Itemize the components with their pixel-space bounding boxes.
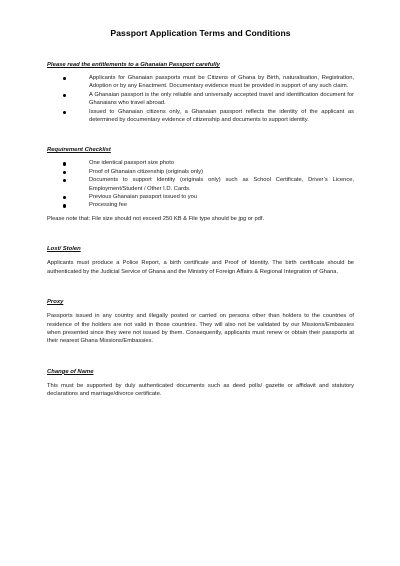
list-item-text: One identical passport size photo	[89, 160, 175, 167]
checklist-heading: Requirement Checklist	[47, 147, 111, 154]
lost-stolen-heading: Lost/ Stolen	[47, 246, 81, 253]
list-item-text: Applicants for Ghanaian passports must be Citizens of Ghana by Birth, naturalisation, Registration, Adoption or by any Enactment. Documentary evidence must be provided in support of any such claim.	[89, 75, 354, 90]
change-of-name-text: This must be supported by duly authenticated documents such as deed polls/ gazette or affidavit and statutory declarations and marriage/divorce certificate.	[47, 382, 354, 398]
page-title: Passport Application Terms and Conditions	[110, 28, 291, 38]
list-item	[47, 193, 354, 201]
list-item	[47, 201, 354, 209]
entitlements-heading: Please read the entitlements to a Ghanaian Passport carefully	[47, 62, 220, 68]
list-item	[47, 176, 354, 193]
checklist-list	[47, 159, 354, 209]
proxy-heading: Proxy	[47, 299, 64, 306]
change-of-name-heading: Change of Name	[47, 368, 94, 375]
list-item	[47, 168, 354, 176]
list-item-text: Previous Ghanaian passport issued to you	[89, 194, 198, 201]
bullet-icon	[63, 162, 66, 165]
list-item	[47, 74, 354, 91]
bullet-icon	[63, 204, 66, 207]
list-item	[47, 108, 354, 125]
bullet-icon	[63, 171, 66, 174]
list-item-text: Issued to Ghanaian citizens only, a Ghanaian passport reflects the identity of the applicant as determined by documentary evidence of citizenship and documents to support identity.	[89, 108, 354, 124]
list-item	[47, 91, 354, 108]
lost-stolen-text: Applicants must produce a Police Report, a birth certificate and Proof of Identity. The birth certificate should be authenticated by the Judicial Service of Ghana and the Ministry of Foreign Affairs & Regional Integration of Ghana.	[47, 260, 354, 275]
bullet-icon	[63, 179, 66, 182]
bullet-icon	[63, 111, 66, 114]
list-item-text: A Ghanaian passport is the only reliable and universally accepted travel and identification document for Ghanaians who travel abroad.	[89, 91, 354, 107]
file-note: Please note that: File size should not exceed 250 KB & File type should be jpg or pdf.	[47, 215, 265, 222]
list-item	[47, 159, 354, 167]
list-item-text: Proof of Ghanaian citizenship (originals only)	[89, 168, 204, 175]
proxy-text: Passports issued in any country and illegally posted or carried on persons other than holders to the countries of residence of the holders are not valid in those countries. They will also not be validated by our Missions/Embassies when presented since they were not issued by them. Consequently, applicants must renew or obtain their passports at their nearest Ghana Missions/Embassies.	[47, 313, 354, 345]
bullet-icon	[63, 94, 66, 97]
bullet-icon	[63, 77, 66, 80]
entitlements-list	[47, 74, 354, 124]
list-item-text: Processing fee	[89, 202, 128, 209]
bullet-icon	[63, 196, 66, 199]
list-item-text: Documents to support Identity (originals only) such as School Certificate, Driver’s Licence, Employment/Student / Other I.D. Cards.	[89, 177, 354, 192]
